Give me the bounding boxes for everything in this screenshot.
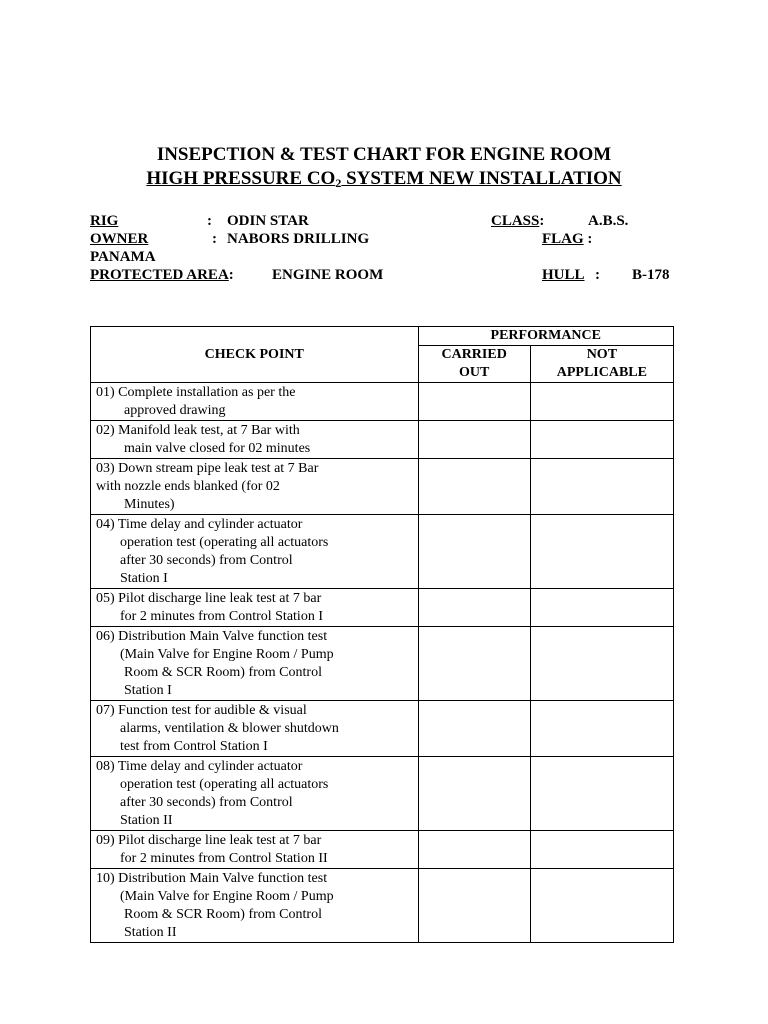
- checkpoint-text: 02) Manifold leak test, at 7 Bar with: [96, 423, 300, 438]
- checkpoint-cell: [91, 831, 419, 869]
- checkpoint-cell: [91, 421, 419, 459]
- not-applicable-cell[interactable]: [530, 589, 673, 627]
- class-separator: :: [539, 213, 545, 229]
- checkpoint-cell: [91, 459, 419, 515]
- checkpoint-text: Station I: [120, 571, 168, 586]
- owner-value: NABORS DRILLING: [227, 231, 370, 247]
- hull-value: B-178: [632, 267, 670, 283]
- carried-out-line-1: CARRIED: [441, 347, 507, 362]
- rig-label: RIG: [90, 213, 119, 229]
- document-subtitle: [0, 168, 768, 190]
- checkpoint-text: 03) Down stream pipe leak test at 7 Bar: [96, 461, 319, 476]
- not-applicable-cell[interactable]: [530, 421, 673, 459]
- checkpoint-text: 07) Function test for audible & visual: [96, 703, 307, 718]
- checkpoint-text: alarms, ventilation & blower shutdown: [120, 721, 339, 736]
- not-applicable-cell[interactable]: [530, 869, 673, 943]
- checkpoint-cell: [91, 589, 419, 627]
- carried-out-cell[interactable]: [418, 701, 530, 757]
- carried-out-cell[interactable]: [418, 459, 530, 515]
- flag-separator: :: [587, 231, 593, 247]
- not-applicable-header: [530, 346, 673, 383]
- checkpoint-text: Room & SCR Room) from Control: [124, 907, 322, 922]
- table-row: [91, 627, 674, 701]
- subtitle-subscript: 2: [335, 176, 342, 190]
- carried-out-cell[interactable]: [418, 869, 530, 943]
- checkpoint-text: after 30 seconds) from Control: [120, 795, 293, 810]
- checkpoint-text: with nozzle ends blanked (for 02: [96, 479, 280, 494]
- not-applicable-cell[interactable]: [530, 831, 673, 869]
- not-applicable-cell[interactable]: [530, 459, 673, 515]
- not-applicable-line-1: NOT: [586, 347, 618, 362]
- table-row: [91, 869, 674, 943]
- protected-area-value: ENGINE ROOM: [272, 267, 384, 283]
- checkpoint-text: operation test (operating all actuators: [120, 535, 329, 550]
- checkpoint-text: 01) Complete installation as per the: [96, 385, 296, 400]
- checkpoint-text: 06) Distribution Main Valve function test: [96, 629, 328, 644]
- not-applicable-cell[interactable]: [530, 383, 673, 421]
- checkpoint-cell: [91, 627, 419, 701]
- owner-label: OWNER: [90, 231, 149, 247]
- subtitle-part-2: SYSTEM NEW INSTALLATION: [341, 168, 622, 189]
- table-row: [91, 589, 674, 627]
- not-applicable-line-2: APPLICABLE: [556, 365, 647, 380]
- table-row: [91, 421, 674, 459]
- table-row: [91, 831, 674, 869]
- table-row: [91, 701, 674, 757]
- carried-out-cell[interactable]: [418, 757, 530, 831]
- class-value: A.B.S.: [588, 213, 629, 229]
- subtitle-part-1: HIGH PRESSURE CO: [146, 168, 336, 189]
- carried-out-cell[interactable]: [418, 421, 530, 459]
- performance-header: PERFORMANCE: [418, 327, 673, 346]
- carried-out-cell[interactable]: [418, 831, 530, 869]
- checkpoint-text: main valve closed for 02 minutes: [124, 441, 311, 456]
- class-label: CLASS: [491, 213, 540, 229]
- checkpoint-text: for 2 minutes from Control Station II: [120, 851, 328, 866]
- flag-value: PANAMA: [90, 249, 156, 265]
- checkpoint-text: approved drawing: [124, 403, 226, 418]
- not-applicable-cell[interactable]: [530, 515, 673, 589]
- hull-separator: :: [595, 267, 600, 283]
- checkpoint-text: test from Control Station I: [120, 739, 268, 754]
- document-title: INSEPCTION & TEST CHART FOR ENGINE ROOM: [156, 144, 612, 165]
- protected-area-label: PROTECTED AREA: [90, 267, 229, 283]
- checkpoint-text: operation test (operating all actuators: [120, 777, 329, 792]
- checkpoint-text: Station I: [124, 683, 172, 698]
- table-row: [91, 757, 674, 831]
- checkpoint-text: Station II: [124, 925, 177, 940]
- not-applicable-cell[interactable]: [530, 757, 673, 831]
- carried-out-line-2: OUT: [458, 365, 490, 380]
- checkpoint-text: 10) Distribution Main Valve function test: [96, 871, 328, 886]
- owner-separator: :: [212, 231, 217, 247]
- hull-label: HULL: [542, 267, 585, 283]
- carried-out-header: [418, 346, 530, 383]
- not-applicable-cell[interactable]: [530, 701, 673, 757]
- checkpoint-cell: [91, 757, 419, 831]
- checkpoint-cell: [91, 701, 419, 757]
- carried-out-cell[interactable]: [418, 589, 530, 627]
- checkpoint-text: for 2 minutes from Control Station I: [120, 609, 323, 624]
- checkpoint-text: (Main Valve for Engine Room / Pump: [120, 889, 334, 904]
- table-row: [91, 383, 674, 421]
- table-row: [91, 515, 674, 589]
- checkpoint-text: after 30 seconds) from Control: [120, 553, 293, 568]
- rig-value: ODIN STAR: [227, 213, 309, 229]
- checkpoint-text: 05) Pilot discharge line leak test at 7 bar: [96, 591, 322, 606]
- checkpoint-text: Minutes): [124, 497, 175, 512]
- checkpoint-cell: [91, 383, 419, 421]
- rig-separator: :: [207, 213, 212, 229]
- checkpoint-text: 08) Time delay and cylinder actuator: [96, 759, 303, 774]
- checkpoint-text: 04) Time delay and cylinder actuator: [96, 517, 303, 532]
- checkpoint-text: Station II: [120, 813, 173, 828]
- table-row: [91, 459, 674, 515]
- carried-out-cell[interactable]: [418, 515, 530, 589]
- checkpoint-cell: [91, 869, 419, 943]
- not-applicable-cell[interactable]: [530, 627, 673, 701]
- inspection-table: [90, 326, 674, 943]
- checkpoint-text: (Main Valve for Engine Room / Pump: [120, 647, 334, 662]
- flag-label: FLAG: [542, 231, 584, 247]
- checkpoint-text: Room & SCR Room) from Control: [124, 665, 322, 680]
- checkpoint-header: CHECK POINT: [91, 327, 419, 383]
- carried-out-cell[interactable]: [418, 383, 530, 421]
- carried-out-cell[interactable]: [418, 627, 530, 701]
- checkpoint-text: 09) Pilot discharge line leak test at 7 bar: [96, 833, 322, 848]
- protected-area-separator: :: [228, 267, 234, 283]
- checkpoint-cell: [91, 515, 419, 589]
